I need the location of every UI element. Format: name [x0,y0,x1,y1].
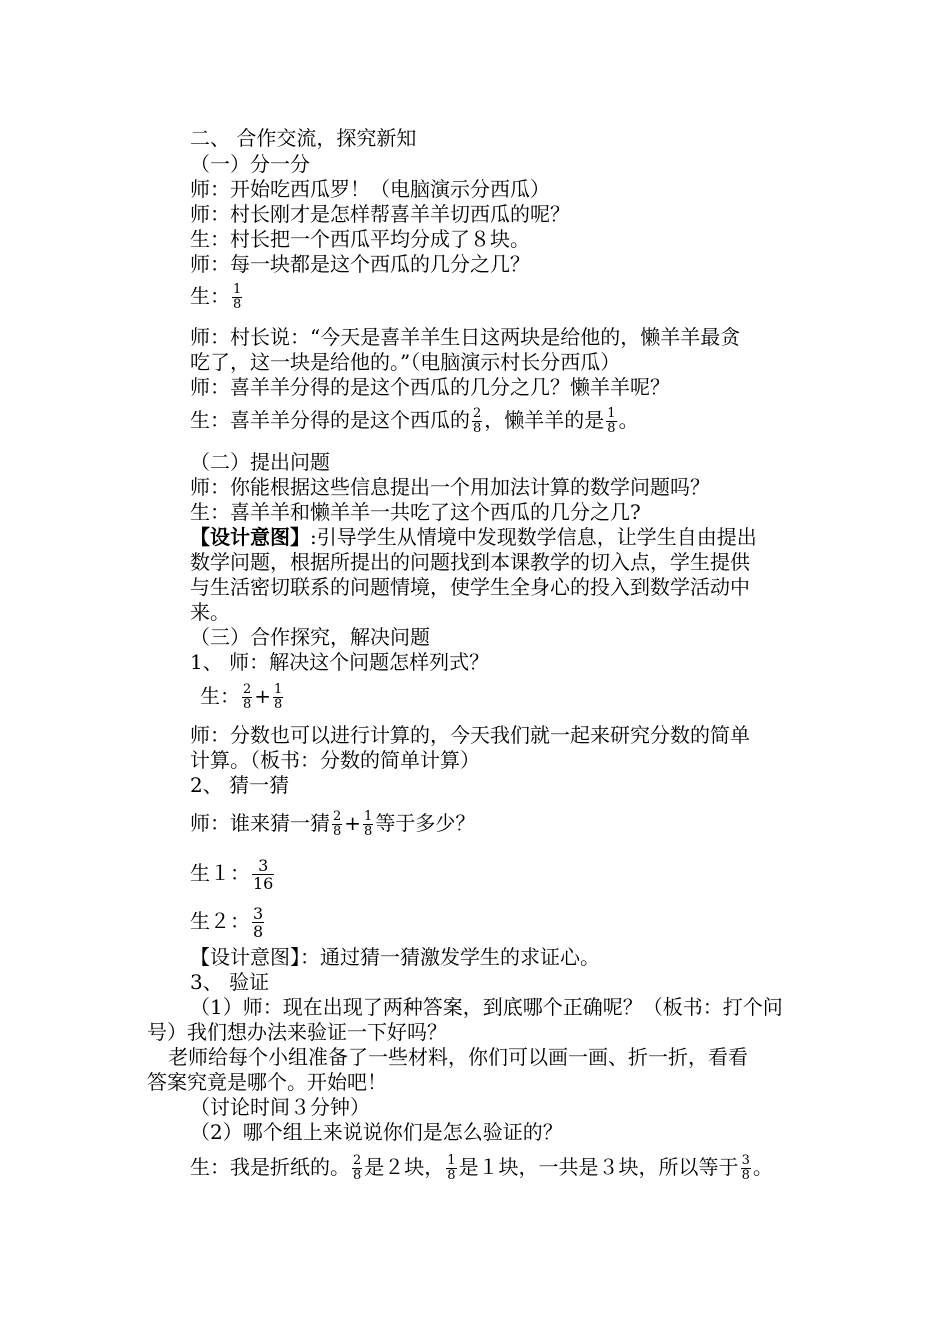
numerator: 3 [258,856,269,875]
denominator: 8 [333,824,342,839]
denominator: 8 [741,1168,750,1183]
answer-line [190,407,639,436]
text-segment: 等于多少？ [375,811,476,835]
fraction [472,407,482,436]
numerator: 1 [607,406,616,421]
answer-line [190,905,266,940]
text-segment: 生：喜羊羊分得的是这个西瓜的 [190,408,470,432]
plus-sign: + [254,684,272,708]
text-line: 与生活密切联系的问题情境，使学生全身心的投入到数学活动中 [190,575,750,599]
fraction [363,810,373,839]
fraction [332,810,342,839]
numerator: 2 [473,406,482,421]
text-segment: 生： [200,684,240,708]
text-line: 师：村长刚才是怎样帮喜羊羊切西瓜的呢？ [190,202,570,226]
answer-line [200,683,285,712]
denominator: 8 [607,421,616,436]
subsection-heading: （一）分一分 [190,152,310,176]
plus-sign: + [344,811,362,835]
denominator: 8 [243,697,252,712]
text-line: 师：你能根据这些信息提出一个用加法计算的数学问题吗？ [190,475,710,499]
numerator: 1 [364,809,373,824]
text-segment: 生２： [190,909,250,933]
design-intent-line [190,525,757,549]
text-segment: 生１： [190,861,250,885]
fraction [352,1154,362,1183]
text-line: 1、 师：解决这个问题怎样列式？ [190,650,490,674]
text-segment: ，懒羊羊的是 [484,408,605,432]
text-segment: 。 [618,408,639,432]
text-segment: 生： [190,284,230,308]
text-line: 数学问题，根据所提出的问题找到本课教学的切入点，学生提供 [190,550,750,574]
fraction [252,857,274,892]
fraction [252,905,264,940]
denominator: 8 [274,697,283,712]
fraction [446,1154,456,1183]
denominator: 8 [353,1168,362,1183]
text-line: 号）我们想办法来验证一下好吗？ [147,1020,447,1044]
numerator: 1 [233,282,242,297]
text-line: （讨论时间３分钟） [190,1095,370,1119]
answer-line [190,283,244,312]
text-segment: 。 [752,1155,773,1179]
text-line: 3、 验证 [190,970,270,994]
denominator: 8 [364,824,373,839]
answer-line [190,810,475,839]
text-line: 老师给每个小组准备了一些材料，你们可以画一画、折一折，看看 [168,1045,748,1069]
text-line: 师：喜羊羊分得的是这个西瓜的几分之几？懒羊羊呢？ [190,375,670,399]
numerator: 2 [243,682,252,697]
text-line: 2、 猜一猜 [190,773,290,797]
text-line: （2）哪个组上来说说你们是怎么验证的？ [190,1120,563,1144]
numerator: 3 [741,1153,750,1168]
text-segment: 是１块，一共是３块，所以等于 [458,1155,739,1179]
numerator: 3 [253,904,264,923]
text-segment: 是２块， [364,1155,445,1179]
numerator: 2 [353,1153,362,1168]
answer-line [190,857,276,892]
text-segment: :引导学生从情境中发现数学信息，让学生自由提出 [310,525,757,549]
denominator: 8 [447,1168,456,1183]
fraction [606,407,616,436]
text-line: 师：村长说：“今天是喜羊羊生日这两块是给他的，懒羊羊最贪 [190,325,741,349]
numerator: 2 [333,809,342,824]
text-line: 师：每一块都是这个西瓜的几分之几？ [190,252,530,276]
text-line: 生：村长把一个西瓜平均分成了８块。 [190,227,530,251]
text-line: 来。 [190,600,230,624]
denominator: 8 [233,297,242,312]
numerator: 1 [274,682,283,697]
design-intent-line: 【设计意图】：通过猜一猜激发学生的求证心。 [190,945,600,969]
denominator: 8 [473,421,482,436]
text-line: （1）师：现在出现了两种答案，到底哪个正确呢？（板书：打个问 [190,995,783,1019]
text-segment: 生：我是折纸的。 [190,1155,350,1179]
fraction [232,283,242,312]
fraction [242,683,252,712]
answer-line [190,1154,773,1183]
text-line: 计算。（板书：分数的简单计算） [190,748,480,772]
text-line: 吃了，这一块是给他的。”（电脑演示村长分西瓜） [190,350,621,374]
text-line: 生：喜羊羊和懒羊羊一共吃了这个西瓜的几分之几? [190,500,641,524]
denominator: 8 [253,922,264,941]
fraction [273,683,283,712]
fraction [741,1154,751,1183]
text-line: 师：分数也可以进行计算的，今天我们就一起来研究分数的简单 [190,723,750,747]
subsection-heading: （三）合作探究，解决问题 [190,625,430,649]
text-line: 答案究竟是哪个。开始吧！ [147,1070,387,1094]
text-segment: 师：谁来猜一猜 [190,811,330,835]
subsection-heading: （二）提出问题 [190,450,330,474]
text-line: 师：开始吃西瓜罗！（电脑演示分西瓜） [190,177,550,201]
denominator: 16 [253,874,274,893]
numerator: 1 [447,1153,456,1168]
section-heading: 二、 合作交流，探究新知 [190,126,417,150]
design-intent-label: 【设计意图】 [190,525,310,549]
